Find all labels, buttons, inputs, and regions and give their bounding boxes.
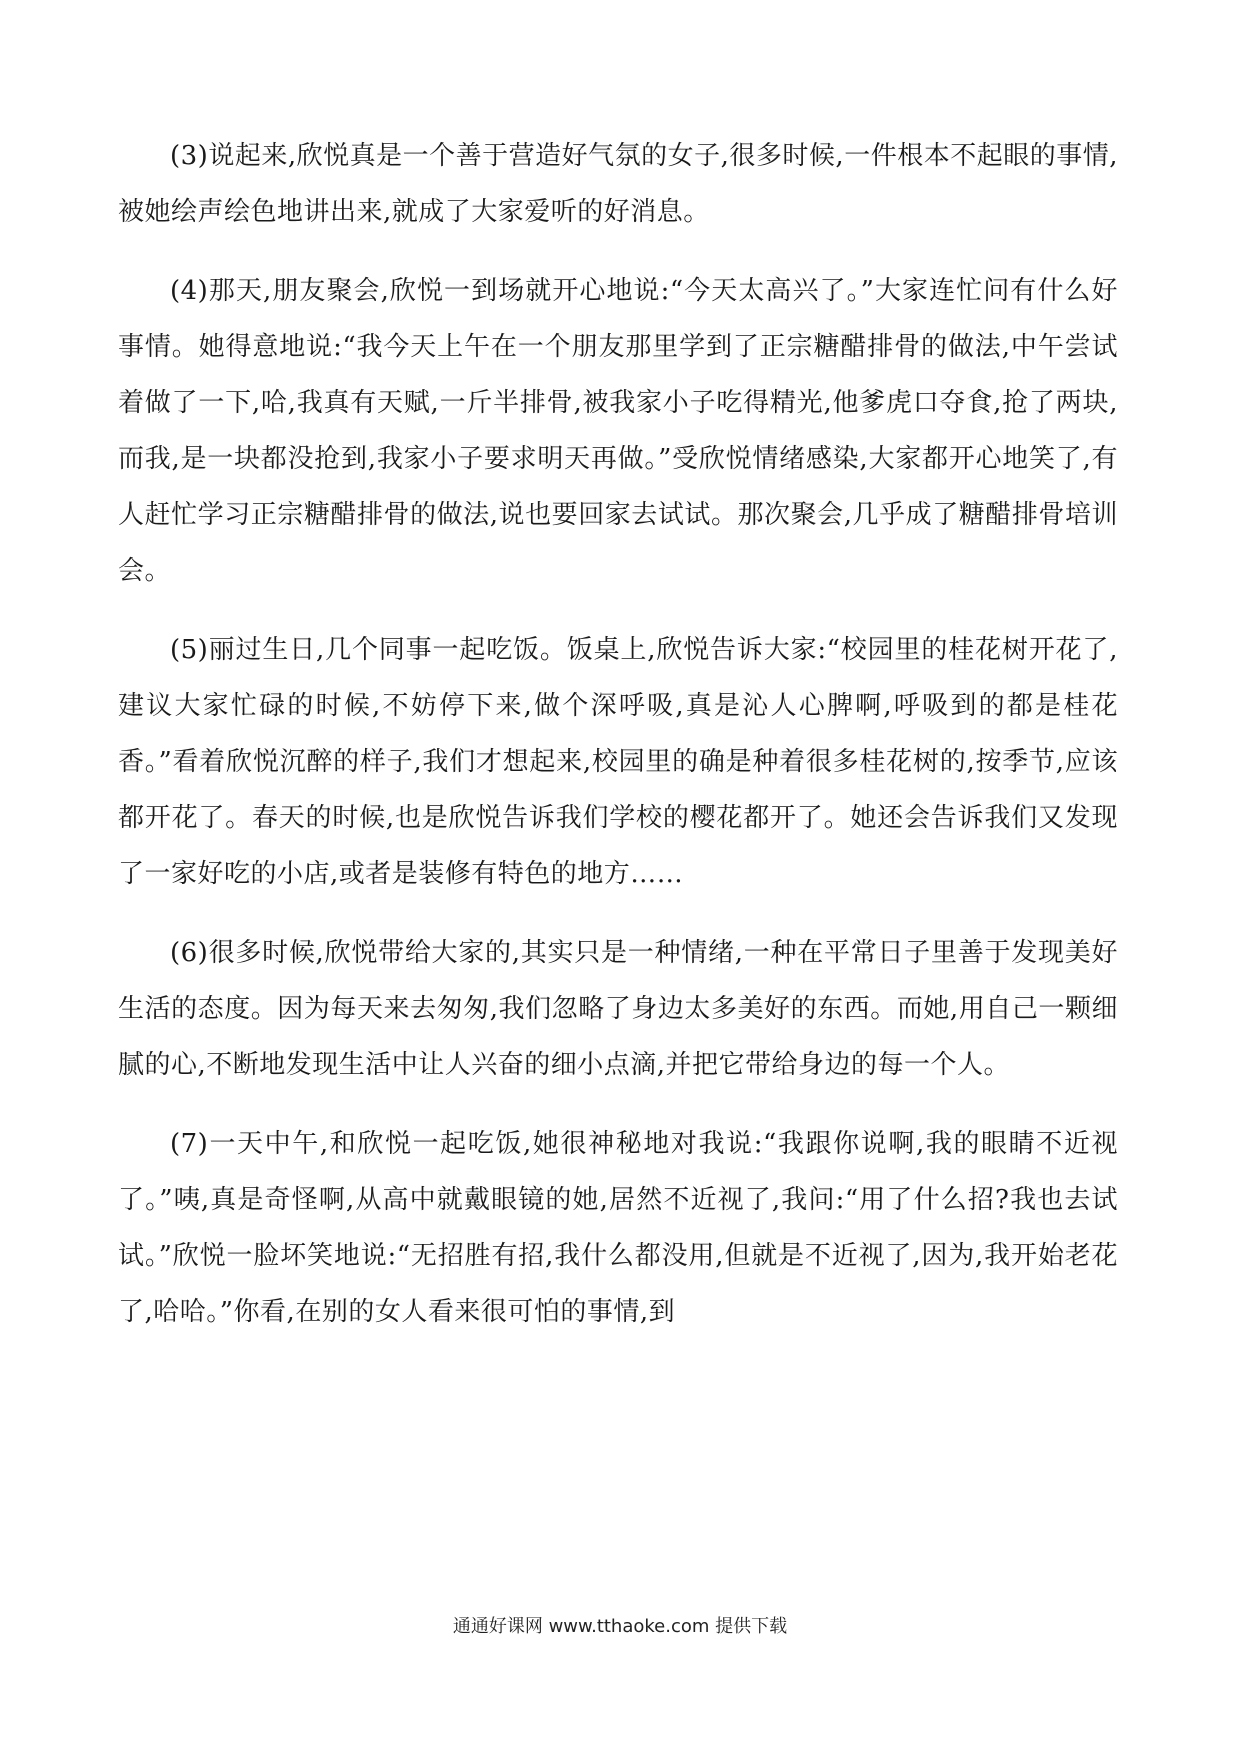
page-footer: 通通好课网 www.tthaoke.com 提供下载: [452, 1616, 788, 1637]
paragraph-6: (6)很多时候,欣悦带给大家的,其实只是一种情绪,一种在平常日子里善于发现美好生活的态度。因为每天来去匆匆,我们忽略了身边太多美好的东西。而她,用自己一颗细腻的心,不断地发现生活中让人兴奋的细小点滴,并把它带给身边的每一个人。: [118, 938, 1118, 1080]
document-body: [118, 128, 1118, 1363]
paragraph-5: (5)丽过生日,几个同事一起吃饭。饭桌上,欣悦告诉大家:“校园里的桂花树开花了,建议大家忙碌的时候,不妨停下来,做个深呼吸,真是沁人心脾啊,呼吸到的都是桂花香。”看着欣悦沉醉的样子,我们才想起来,校园里的确是种着很多桂花树的,按季节,应该都开花了。春天的时候,也是欣悦告诉我们学校的樱花都开了。她还会告诉我们又发现了一家好吃的小店,或者是装修有特色的地方……: [118, 635, 1118, 889]
paragraph-3: (3)说起来,欣悦真是一个善于营造好气氛的女子,很多时候,一件根本不起眼的事情,被她绘声绘色地讲出来,就成了大家爱听的好消息。: [118, 141, 1118, 227]
paragraph-7: (7)一天中午,和欣悦一起吃饭,她很神秘地对我说:“我跟你说啊,我的眼睛不近视了。”咦,真是奇怪啊,从高中就戴眼镜的她,居然不近视了,我问:“用了什么招?我也去试试。”欣悦一脸坏笑地说:“无招胜有招,我什么都没用,但就是不近视了,因为,我开始老花了,哈哈。”你看,在别的女人看来很可怕的事情,到: [118, 1129, 1118, 1327]
paragraph-4: (4)那天,朋友聚会,欣悦一到场就开心地说:“今天太高兴了。”大家连忙问有什么好事情。她得意地说:“我今天上午在一个朋友那里学到了正宗糖醋排骨的做法,中午尝试着做了一下,哈,我真有天赋,一斤半排骨,被我家小子吃得精光,他爹虎口夺食,抢了两块,而我,是一块都没抢到,我家小子要求明天再做。”受欣悦情绪感染,大家都开心地笑了,有人赶忙学习正宗糖醋排骨的做法,说也要回家去试试。那次聚会,几乎成了糖醋排骨培训会。: [118, 276, 1119, 586]
